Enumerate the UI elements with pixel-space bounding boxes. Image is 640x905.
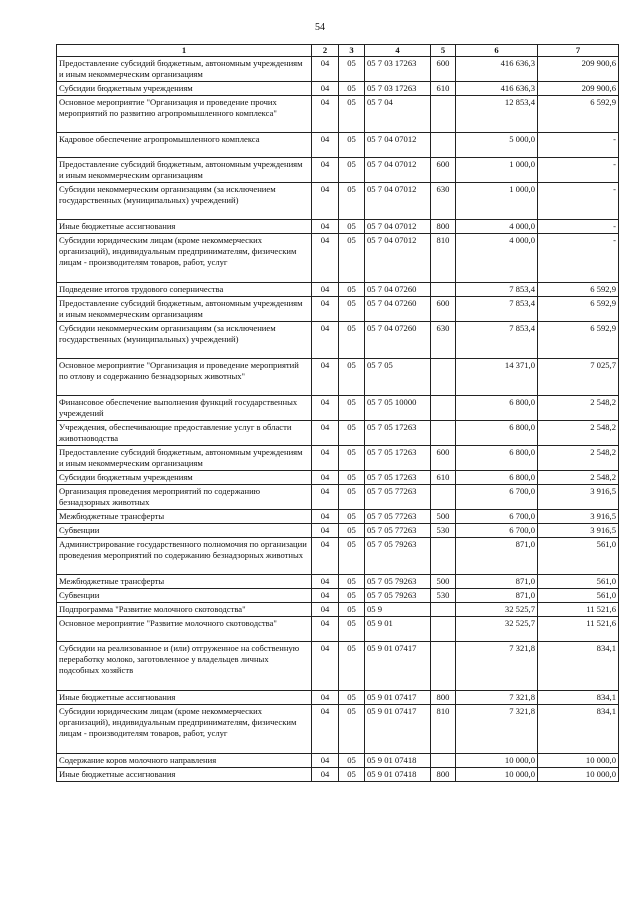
row-section: 04 [312,133,339,158]
row-description: Субсидии на реализованное и (или) отгруженное на собственную переработку молоко, заготовленное у владельцев личных подсобных хозяйств [57,642,312,691]
table-row [57,642,619,691]
row-description: Основное мероприятие "Организация и проведение мероприятий по отлову и содержанию безнадзорных животных" [57,359,312,396]
row-amount-col7: 6 592,9 [538,297,619,322]
table-row [57,575,619,589]
header-col-5: 5 [431,45,456,57]
row-amount-col7: - [538,133,619,158]
table-row [57,220,619,234]
header-col-1: 1 [57,45,312,57]
row-description: Субсидии юридическим лицам (кроме некоммерческих организаций), индивидуальным предпринимателям, физическим лицам - производителям товаров, работ, услуг [57,234,312,283]
row-description: Субсидии юридическим лицам (кроме некоммерческих организаций), индивидуальным предпринимателям, физическим лицам - производителям товаров, работ, услуг [57,705,312,754]
row-description: Финансовое обеспечение выполнения функций государственных учреждений [57,396,312,421]
row-target-code: 05 7 05 10000 [365,396,431,421]
row-section: 04 [312,234,339,283]
row-description: Основное мероприятие "Организация и проведение прочих мероприятий по развитию агропромышленного комплекса" [57,96,312,133]
row-subsection: 05 [339,538,365,575]
row-subsection: 05 [339,754,365,768]
row-expense-type: 800 [431,691,456,705]
row-target-code: 05 7 04 07012 [365,133,431,158]
row-subsection: 05 [339,603,365,617]
row-amount-col6: 7 321,8 [456,691,538,705]
row-subsection: 05 [339,322,365,359]
row-target-code: 05 7 05 79263 [365,589,431,603]
table-header-row [57,45,619,57]
row-expense-type: 600 [431,297,456,322]
row-amount-col6: 4 000,0 [456,220,538,234]
row-target-code: 05 7 03 17263 [365,57,431,82]
table-row [57,421,619,446]
row-subsection: 05 [339,133,365,158]
row-amount-col7: 3 916,5 [538,485,619,510]
table-row [57,96,619,133]
row-description: Подпрограмма "Развитие молочного скотоводства" [57,603,312,617]
row-amount-col6: 416 636,3 [456,57,538,82]
row-amount-col6: 5 000,0 [456,133,538,158]
row-target-code: 05 7 05 17263 [365,471,431,485]
row-amount-col7: 561,0 [538,538,619,575]
row-section: 04 [312,82,339,96]
row-expense-type [431,421,456,446]
row-amount-col6: 6 700,0 [456,524,538,538]
row-amount-col6: 32 525,7 [456,603,538,617]
row-subsection: 05 [339,183,365,220]
row-amount-col7: 6 592,9 [538,322,619,359]
row-target-code: 05 7 04 07012 [365,220,431,234]
row-amount-col7: 11 521,6 [538,617,619,642]
row-description: Иные бюджетные ассигнования [57,220,312,234]
row-expense-type: 600 [431,158,456,183]
row-amount-col7: 2 548,2 [538,446,619,471]
row-subsection: 05 [339,234,365,283]
row-amount-col7: 2 548,2 [538,471,619,485]
row-amount-col7: 11 521,6 [538,603,619,617]
row-amount-col7: 2 548,2 [538,396,619,421]
header-col-6: 6 [456,45,538,57]
row-target-code: 05 9 01 07418 [365,754,431,768]
row-target-code: 05 9 01 [365,617,431,642]
row-description: Иные бюджетные ассигнования [57,691,312,705]
row-description: Предоставление субсидий бюджетным, автономным учреждениям и иным некоммерческим организациям [57,297,312,322]
row-amount-col7: 2 548,2 [538,421,619,446]
row-target-code: 05 7 05 77263 [365,524,431,538]
table-row [57,538,619,575]
row-expense-type: 810 [431,705,456,754]
row-amount-col7: - [538,234,619,283]
row-description: Иные бюджетные ассигнования [57,768,312,782]
table-row [57,158,619,183]
row-amount-col7: - [538,158,619,183]
row-amount-col7: 834,1 [538,705,619,754]
row-amount-col7: - [538,220,619,234]
row-amount-col6: 7 853,4 [456,322,538,359]
row-expense-type: 630 [431,183,456,220]
row-expense-type: 600 [431,57,456,82]
row-subsection: 05 [339,617,365,642]
row-section: 04 [312,575,339,589]
table-row [57,617,619,642]
table-row [57,234,619,283]
table-row [57,446,619,471]
row-expense-type [431,359,456,396]
row-subsection: 05 [339,485,365,510]
row-section: 04 [312,359,339,396]
row-description: Учреждения, обеспечивающие предоставление услуг в области животноводства [57,421,312,446]
row-amount-col6: 6 800,0 [456,471,538,485]
row-subsection: 05 [339,82,365,96]
row-subsection: 05 [339,283,365,297]
table-row [57,485,619,510]
row-expense-type: 530 [431,524,456,538]
row-target-code: 05 7 04 07260 [365,297,431,322]
row-description: Межбюджетные трансферты [57,575,312,589]
row-expense-type: 800 [431,768,456,782]
row-description: Администрирование государственного полномочия по организации проведения мероприятий по содержанию безнадзорных животных [57,538,312,575]
table-row [57,396,619,421]
row-amount-col6: 6 700,0 [456,510,538,524]
row-amount-col6: 1 000,0 [456,158,538,183]
row-amount-col6: 4 000,0 [456,234,538,283]
row-subsection: 05 [339,297,365,322]
row-description: Субсидии некоммерческим организациям (за исключением государственных (муниципальных) учреждений) [57,183,312,220]
header-col-3: 3 [339,45,365,57]
row-amount-col6: 10 000,0 [456,754,538,768]
row-description: Межбюджетные трансферты [57,510,312,524]
row-subsection: 05 [339,396,365,421]
row-section: 04 [312,617,339,642]
row-target-code: 05 9 01 07417 [365,705,431,754]
row-amount-col7: 7 025,7 [538,359,619,396]
header-col-7: 7 [538,45,619,57]
table-row [57,57,619,82]
row-expense-type [431,396,456,421]
row-expense-type [431,283,456,297]
row-amount-col7: 209 900,6 [538,57,619,82]
row-target-code: 05 9 [365,603,431,617]
row-section: 04 [312,471,339,485]
row-target-code: 05 7 04 07012 [365,158,431,183]
row-subsection: 05 [339,96,365,133]
row-target-code: 05 7 04 07012 [365,183,431,220]
row-expense-type: 500 [431,510,456,524]
row-section: 04 [312,446,339,471]
row-subsection: 05 [339,359,365,396]
row-description: Предоставление субсидий бюджетным, автономным учреждениям и иным некоммерческим организациям [57,446,312,471]
table-row [57,82,619,96]
row-target-code: 05 7 03 17263 [365,82,431,96]
table-row [57,705,619,754]
row-target-code: 05 7 05 17263 [365,446,431,471]
row-expense-type: 600 [431,446,456,471]
row-description: Содержание коров молочного направления [57,754,312,768]
row-description: Предоставление субсидий бюджетным, автономным учреждениям и иным некоммерческим организациям [57,57,312,82]
row-expense-type: 800 [431,220,456,234]
row-amount-col6: 7 321,8 [456,642,538,691]
row-section: 04 [312,57,339,82]
row-amount-col6: 7 321,8 [456,705,538,754]
row-amount-col6: 10 000,0 [456,768,538,782]
row-description: Субвенции [57,589,312,603]
row-target-code: 05 7 04 [365,96,431,133]
row-section: 04 [312,322,339,359]
row-expense-type [431,617,456,642]
row-amount-col6: 14 371,0 [456,359,538,396]
row-amount-col7: 561,0 [538,589,619,603]
row-amount-col7: 3 916,5 [538,524,619,538]
row-subsection: 05 [339,471,365,485]
row-section: 04 [312,538,339,575]
row-section: 04 [312,768,339,782]
table-row [57,524,619,538]
row-section: 04 [312,691,339,705]
row-amount-col6: 6 800,0 [456,421,538,446]
row-target-code: 05 7 04 07260 [365,283,431,297]
row-subsection: 05 [339,421,365,446]
row-target-code: 05 9 01 07418 [365,768,431,782]
header-col-4: 4 [365,45,431,57]
row-expense-type [431,538,456,575]
row-amount-col6: 871,0 [456,538,538,575]
row-section: 04 [312,510,339,524]
row-section: 04 [312,603,339,617]
row-expense-type [431,642,456,691]
row-section: 04 [312,183,339,220]
row-subsection: 05 [339,57,365,82]
table-row [57,603,619,617]
table-row [57,359,619,396]
row-amount-col6: 6 800,0 [456,446,538,471]
row-section: 04 [312,421,339,446]
row-target-code: 05 7 04 07260 [365,322,431,359]
table-row [57,183,619,220]
table-row [57,322,619,359]
row-amount-col6: 7 853,4 [456,297,538,322]
row-description: Основное мероприятие "Развитие молочного скотоводства" [57,617,312,642]
row-expense-type: 810 [431,234,456,283]
row-subsection: 05 [339,691,365,705]
row-target-code: 05 9 01 07417 [365,691,431,705]
row-subsection: 05 [339,158,365,183]
table-row [57,589,619,603]
page-number: 54 [315,22,325,33]
row-description: Субсидии бюджетным учреждениям [57,471,312,485]
row-expense-type [431,485,456,510]
row-target-code: 05 7 05 77263 [365,510,431,524]
row-amount-col7: 10 000,0 [538,768,619,782]
row-amount-col7: 561,0 [538,575,619,589]
row-amount-col6: 6 800,0 [456,396,538,421]
row-subsection: 05 [339,768,365,782]
row-amount-col7: 834,1 [538,691,619,705]
row-subsection: 05 [339,524,365,538]
header-col-2: 2 [312,45,339,57]
row-amount-col7: 6 592,9 [538,96,619,133]
row-section: 04 [312,297,339,322]
row-amount-col6: 416 636,3 [456,82,538,96]
row-section: 04 [312,705,339,754]
row-expense-type [431,603,456,617]
row-description: Предоставление субсидий бюджетным, автономным учреждениям и иным некоммерческим организациям [57,158,312,183]
row-section: 04 [312,642,339,691]
row-amount-col6: 7 853,4 [456,283,538,297]
row-subsection: 05 [339,446,365,471]
row-target-code: 05 7 05 [365,359,431,396]
row-target-code: 05 7 05 79263 [365,538,431,575]
row-target-code: 05 7 05 77263 [365,485,431,510]
row-subsection: 05 [339,510,365,524]
row-subsection: 05 [339,642,365,691]
row-target-code: 05 7 04 07012 [365,234,431,283]
budget-table [56,44,619,782]
row-amount-col6: 12 853,4 [456,96,538,133]
row-section: 04 [312,220,339,234]
table-row [57,133,619,158]
table-row [57,510,619,524]
table-row [57,471,619,485]
row-amount-col7: 3 916,5 [538,510,619,524]
table-row [57,691,619,705]
row-section: 04 [312,524,339,538]
table-row [57,297,619,322]
row-subsection: 05 [339,575,365,589]
row-amount-col6: 32 525,7 [456,617,538,642]
row-section: 04 [312,283,339,297]
row-target-code: 05 7 05 79263 [365,575,431,589]
row-section: 04 [312,158,339,183]
row-subsection: 05 [339,705,365,754]
row-expense-type [431,754,456,768]
table-row [57,754,619,768]
row-section: 04 [312,396,339,421]
row-amount-col7: 209 900,6 [538,82,619,96]
row-amount-col7: 6 592,9 [538,283,619,297]
row-expense-type: 610 [431,82,456,96]
row-subsection: 05 [339,589,365,603]
row-target-code: 05 7 05 17263 [365,421,431,446]
row-expense-type: 630 [431,322,456,359]
row-expense-type [431,96,456,133]
row-amount-col7: 10 000,0 [538,754,619,768]
row-expense-type [431,133,456,158]
row-amount-col6: 1 000,0 [456,183,538,220]
row-amount-col7: 834,1 [538,642,619,691]
row-description: Подведение итогов трудового соперничества [57,283,312,297]
row-description: Субвенции [57,524,312,538]
table-row [57,283,619,297]
row-amount-col6: 871,0 [456,575,538,589]
row-amount-col6: 6 700,0 [456,485,538,510]
row-target-code: 05 9 01 07417 [365,642,431,691]
row-subsection: 05 [339,220,365,234]
row-section: 04 [312,485,339,510]
row-amount-col7: - [538,183,619,220]
table-row [57,768,619,782]
row-amount-col6: 871,0 [456,589,538,603]
row-description: Субсидии некоммерческим организациям (за исключением государственных (муниципальных) учреждений) [57,322,312,359]
row-description: Субсидии бюджетным учреждениям [57,82,312,96]
row-section: 04 [312,96,339,133]
row-expense-type: 530 [431,589,456,603]
row-expense-type: 610 [431,471,456,485]
row-section: 04 [312,754,339,768]
row-section: 04 [312,589,339,603]
row-description: Кадровое обеспечение агропромышленного комплекса [57,133,312,158]
row-description: Организация проведения мероприятий по содержанию безнадзорных животных [57,485,312,510]
row-expense-type: 500 [431,575,456,589]
table-body [57,57,619,782]
